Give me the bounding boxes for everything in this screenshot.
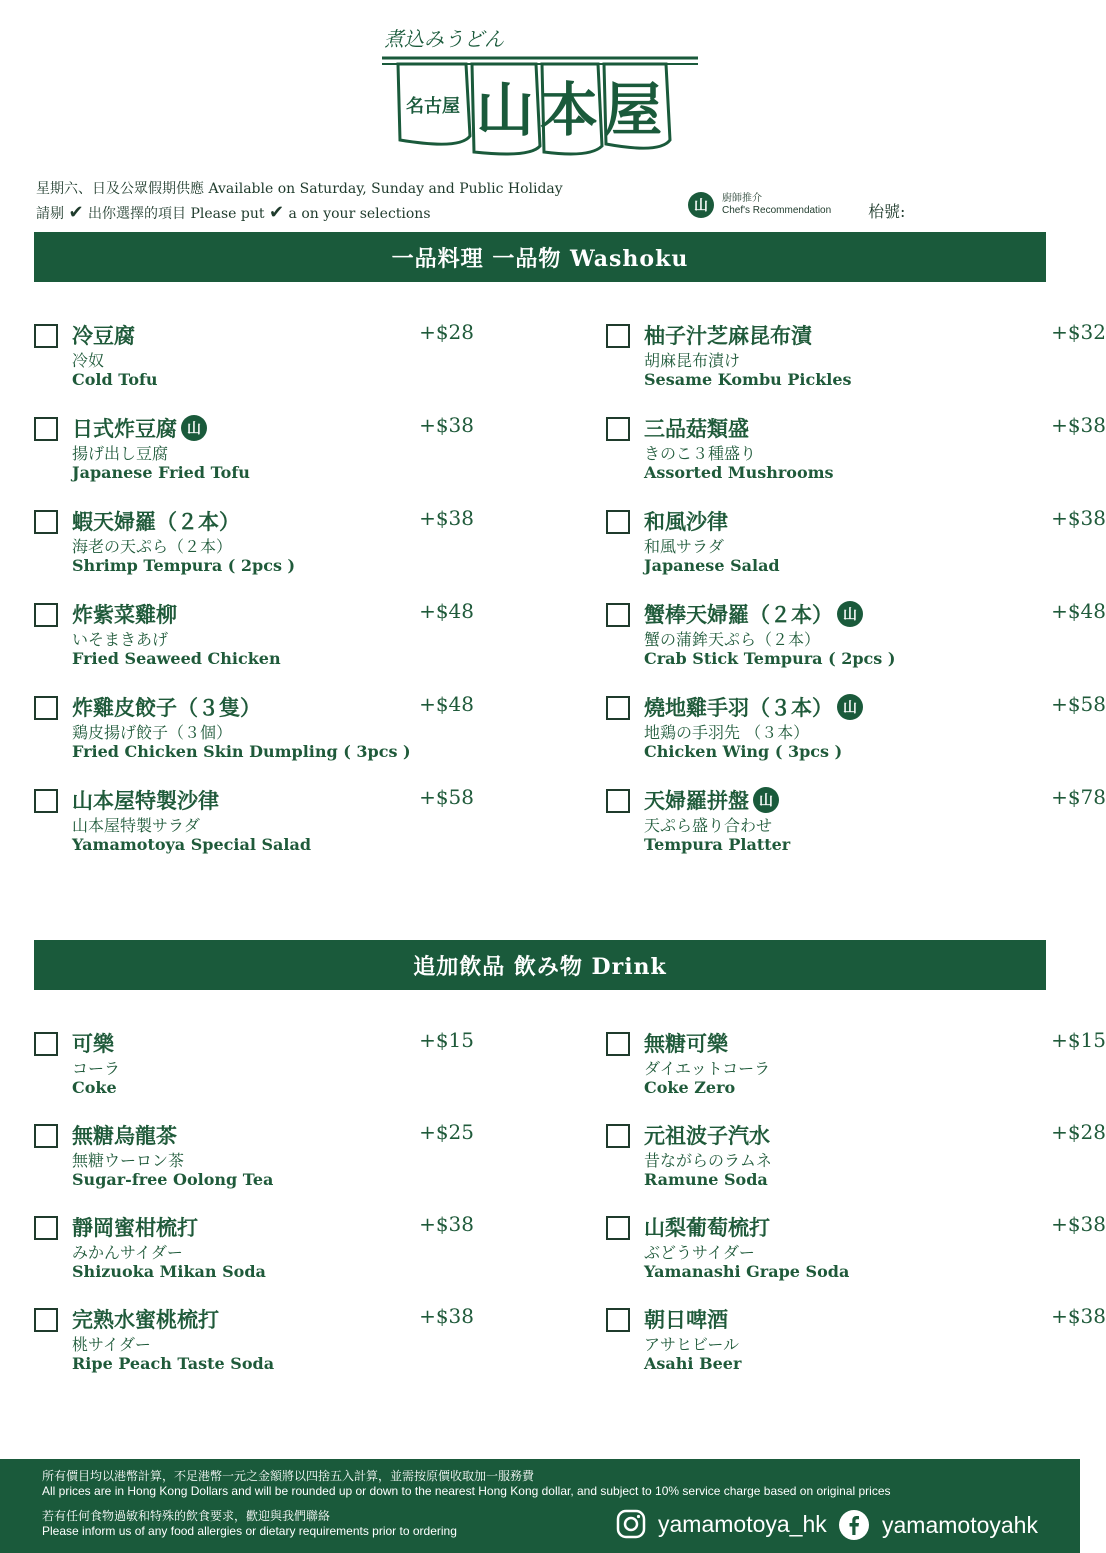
item-name-jp: ぶどうサイダー <box>644 1243 755 1262</box>
logo-side-text: 名古屋 <box>406 96 460 117</box>
item-price: +$58 <box>419 785 474 809</box>
menu-item[interactable] <box>34 1122 534 1202</box>
item-name-zh: 和風沙律 <box>644 509 728 534</box>
item-name-en: Japanese Fried Tofu <box>72 463 250 482</box>
item-name-zh: 無糖烏龍茶 <box>72 1123 177 1148</box>
selection-checkbox[interactable] <box>606 1124 630 1148</box>
facebook-link[interactable] <box>838 1509 1038 1541</box>
chef-label-en: Chef's Recommendation <box>722 205 832 216</box>
item-name-en: Yamanashi Grape Soda <box>644 1262 850 1281</box>
menu-item[interactable] <box>606 415 1106 495</box>
item-name-row <box>644 1304 728 1334</box>
item-name-row <box>72 1120 177 1150</box>
selection-checkbox[interactable] <box>606 789 630 813</box>
menu-item[interactable] <box>606 1122 1106 1202</box>
item-name-zh: 蝦天婦羅（２本） <box>72 509 240 534</box>
item-name-en: Shrimp Tempura ( 2pcs ) <box>72 556 296 575</box>
menu-item[interactable] <box>606 601 1106 681</box>
table-number-label: 枱號: <box>868 202 906 221</box>
chef-recommendation-icon: 山 <box>688 192 714 218</box>
item-name-zh: 朝日啤酒 <box>644 1307 728 1332</box>
item-name-en: Sugar-free Oolong Tea <box>72 1170 274 1189</box>
menu-item[interactable] <box>34 787 534 867</box>
instruction-prefix: 請剔 <box>36 206 64 222</box>
item-name-zh: 靜岡蜜柑梳打 <box>72 1215 198 1240</box>
item-price: +$48 <box>419 692 474 716</box>
item-price: +$38 <box>419 506 474 530</box>
item-price: +$58 <box>1051 692 1106 716</box>
section-title-drink: 追加飲品 飲み物 Drink <box>34 940 1046 990</box>
item-price: +$38 <box>419 1212 474 1236</box>
item-name-row <box>72 785 219 815</box>
selection-checkbox[interactable] <box>606 603 630 627</box>
facebook-handle: yamamotoyahk <box>882 1511 1038 1538</box>
note-allergy-en: Please inform us of any food allergies or dietary requirements prior to ordering <box>42 1524 457 1538</box>
selection-checkbox[interactable] <box>34 696 58 720</box>
item-price: +$15 <box>419 1028 474 1052</box>
item-name-en: Cold Tofu <box>72 370 158 389</box>
menu-item[interactable] <box>34 694 534 774</box>
item-name-row <box>644 599 863 629</box>
item-name-en: Shizuoka Mikan Soda <box>72 1262 266 1281</box>
selection-checkbox[interactable] <box>34 324 58 348</box>
item-name-zh: 炸紫菜雞柳 <box>72 602 177 627</box>
note-price-en: All prices are in Hong Kong Dollars and will be rounded up or down to the nearest Hong Kong dollar, and subject to 10% service charge based on original prices <box>42 1484 891 1498</box>
note-allergy-zh: 若有任何食物過敏和特殊的飲食要求，歡迎與我們聯絡 <box>42 1509 331 1523</box>
section-title-washoku: 一品料理 一品物 Washoku <box>34 232 1046 282</box>
item-name-jp: 冷奴 <box>72 351 105 370</box>
instagram-icon <box>616 1509 646 1539</box>
item-name-jp: 無糖ウーロン茶 <box>72 1151 185 1170</box>
note-price-zh: 所有價目均以港幣計算，不足港幣一元之金額將以四捨五入計算，並需按原價收取加一服務費 <box>42 1469 535 1483</box>
selection-checkbox[interactable] <box>34 417 58 441</box>
item-name-row <box>72 599 177 629</box>
item-name-en: Ripe Peach Taste Soda <box>72 1354 275 1373</box>
item-name-en: Fried Seaweed Chicken <box>72 649 281 668</box>
selection-checkbox[interactable] <box>34 1308 58 1332</box>
item-name-jp: みかんサイダー <box>72 1243 183 1262</box>
item-name-zh: 無糖可樂 <box>644 1031 728 1056</box>
item-name-jp: ダイエットコーラ <box>644 1059 771 1078</box>
item-name-jp: 鶏皮揚げ餃子（３個） <box>72 723 233 742</box>
item-name-row <box>644 320 812 350</box>
chef-recommendation-icon: 山 <box>837 694 863 720</box>
item-name-zh: 冷豆腐 <box>72 323 135 348</box>
item-price: +$28 <box>1051 1120 1106 1144</box>
menu-item[interactable] <box>34 1306 534 1386</box>
item-name-jp: 和風サラダ <box>644 537 724 556</box>
item-name-row <box>644 1028 728 1058</box>
item-name-zh: 炸雞皮餃子（３隻） <box>72 695 261 720</box>
item-name-en: Coke Zero <box>644 1078 736 1097</box>
item-price: +$38 <box>1051 1212 1106 1236</box>
item-name-en: Asahi Beer <box>644 1354 742 1373</box>
item-name-zh: 完熟水蜜桃梳打 <box>72 1307 219 1332</box>
item-name-row <box>644 506 728 536</box>
menu-item[interactable] <box>606 322 1106 402</box>
menu-item[interactable] <box>606 1030 1106 1110</box>
selection-checkbox[interactable] <box>606 417 630 441</box>
item-name-jp: いそまきあげ <box>72 630 169 649</box>
selection-checkbox[interactable] <box>34 510 58 534</box>
chef-recommendation-icon: 山 <box>181 415 207 441</box>
item-name-jp: 地鶏の手羽先 （３本） <box>644 723 810 742</box>
item-name-row <box>72 692 261 722</box>
menu-item[interactable] <box>606 694 1106 774</box>
selection-checkbox[interactable] <box>606 696 630 720</box>
menu-item[interactable] <box>606 1214 1106 1294</box>
menu-item[interactable] <box>34 1030 534 1110</box>
selection-checkbox[interactable] <box>606 1032 630 1056</box>
item-price: +$15 <box>1051 1028 1106 1052</box>
item-price: +$38 <box>1051 506 1106 530</box>
item-name-row <box>72 1212 198 1242</box>
item-name-en: Crab Stick Tempura ( 2pcs ) <box>644 649 896 668</box>
selection-checkbox[interactable] <box>606 510 630 534</box>
item-name-jp: きのこ３種盛り <box>644 444 757 463</box>
logo-main-text: 山本屋 <box>476 76 669 144</box>
item-name-jp: 海老の天ぷら（２本） <box>72 537 233 556</box>
menu-item[interactable] <box>34 508 534 588</box>
instruction-suffix: a on your selections <box>288 206 431 222</box>
menu-item[interactable] <box>34 415 534 495</box>
logo-top-text: 煮込みうどん <box>384 27 504 51</box>
chef-label-zh: 廚師推介 <box>722 193 762 204</box>
instruction-mid: 出你選擇的項目 Please put <box>88 206 265 222</box>
selection-checkbox[interactable] <box>34 1032 58 1056</box>
item-name-zh: 燒地雞手羽（３本） <box>644 695 833 720</box>
facebook-icon <box>838 1509 870 1541</box>
item-name-row <box>644 785 779 815</box>
item-name-row <box>72 1304 219 1334</box>
item-name-row <box>644 692 863 722</box>
footer <box>0 1459 1080 1553</box>
item-name-jp: 天ぷら盛り合わせ <box>644 816 773 835</box>
instagram-handle: yamamotoya_hk <box>658 1510 827 1537</box>
menu-item[interactable] <box>34 601 534 681</box>
menu-item[interactable] <box>606 787 1106 867</box>
item-name-row <box>72 1028 114 1058</box>
item-price: +$28 <box>419 320 474 344</box>
selection-checkbox[interactable] <box>606 1216 630 1240</box>
item-name-en: Yamamotoya Special Salad <box>72 835 312 854</box>
item-name-jp: アサヒビール <box>644 1335 740 1354</box>
item-name-zh: 天婦羅拼盤 <box>644 788 749 813</box>
item-name-jp: 胡麻昆布漬け <box>644 351 741 370</box>
item-name-row <box>72 413 207 443</box>
item-name-en: Assorted Mushrooms <box>644 463 834 482</box>
item-price: +$38 <box>419 413 474 437</box>
item-name-en: Tempura Platter <box>644 835 791 854</box>
item-name-row <box>644 1212 770 1242</box>
item-price: +$38 <box>1051 413 1106 437</box>
item-price: +$78 <box>1051 785 1106 809</box>
item-name-row <box>72 506 240 536</box>
item-price: +$25 <box>419 1120 474 1144</box>
checkmark-icon: ✔ <box>68 202 84 223</box>
item-name-en: Chicken Wing ( 3pcs ) <box>644 742 843 761</box>
menu-item[interactable] <box>606 508 1106 588</box>
item-name-zh: 可樂 <box>72 1031 114 1056</box>
item-price: +$38 <box>419 1304 474 1328</box>
item-name-en: Ramune Soda <box>644 1170 768 1189</box>
item-price: +$32 <box>1051 320 1106 344</box>
item-name-en: Coke <box>72 1078 117 1097</box>
item-name-jp: 山本屋特製サラダ <box>72 816 200 835</box>
item-name-zh: 日式炸豆腐 <box>72 416 177 441</box>
item-name-jp: 蟹の蒲鉾天ぷら（２本） <box>644 630 821 649</box>
checkmark-icon: ✔ <box>268 202 285 223</box>
item-name-zh: 柚子汁芝麻昆布漬 <box>644 323 812 348</box>
selection-checkbox[interactable] <box>34 603 58 627</box>
selection-checkbox[interactable] <box>606 1308 630 1332</box>
item-name-zh: 蟹棒天婦羅（２本） <box>644 602 833 627</box>
item-name-en: Fried Chicken Skin Dumpling ( 3pcs ) <box>72 742 411 761</box>
item-name-row <box>644 413 749 443</box>
menu-item[interactable] <box>606 1306 1106 1386</box>
availability-note: 星期六、日及公眾假期供應 Available on Saturday, Sunday and Public Holiday <box>36 181 563 197</box>
item-name-row <box>72 320 135 350</box>
item-name-row <box>644 1120 770 1150</box>
item-name-zh: 山梨葡萄梳打 <box>644 1215 770 1240</box>
chef-recommendation-icon: 山 <box>837 601 863 627</box>
item-name-jp: コーラ <box>72 1059 121 1078</box>
item-name-en: Sesame Kombu Pickles <box>644 370 852 389</box>
selection-checkbox[interactable] <box>34 1124 58 1148</box>
item-name-en: Japanese Salad <box>644 556 780 575</box>
selection-checkbox[interactable] <box>34 789 58 813</box>
item-name-jp: 昔ながらのラムネ <box>644 1151 772 1170</box>
chef-recommendation-icon: 山 <box>753 787 779 813</box>
menu-item[interactable] <box>34 322 534 402</box>
instagram-link[interactable] <box>616 1509 827 1539</box>
selection-checkbox[interactable] <box>34 1216 58 1240</box>
selection-checkbox[interactable] <box>606 324 630 348</box>
item-name-jp: 揚げ出し豆腐 <box>72 444 169 463</box>
menu-item[interactable] <box>34 1214 534 1294</box>
item-name-zh: 三品菇類盛 <box>644 416 749 441</box>
item-name-zh: 山本屋特製沙律 <box>72 788 219 813</box>
item-name-zh: 元祖波子汽水 <box>644 1123 770 1148</box>
item-name-jp: 桃サイダー <box>72 1335 151 1354</box>
item-price: +$48 <box>419 599 474 623</box>
item-price: +$48 <box>1051 599 1106 623</box>
item-price: +$38 <box>1051 1304 1106 1328</box>
